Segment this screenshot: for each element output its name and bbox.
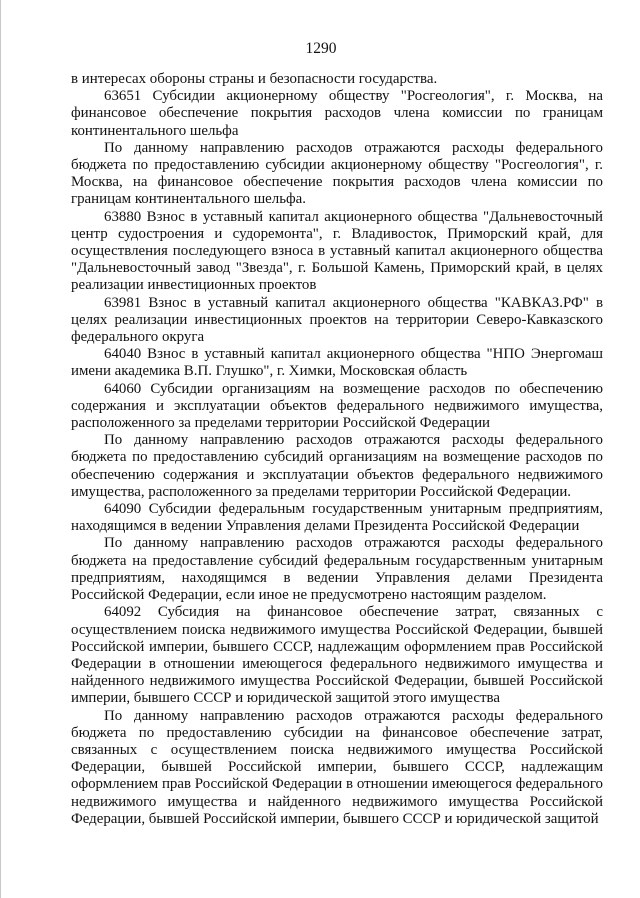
paragraph-64060-heading: 64060 Субсидии организациям на возмещение расходов по обеспечению содержания и эксплуатации объектов федерального недвижимого имущества, расположенного за пределами территории Российской Федерации bbox=[71, 380, 603, 432]
page-number: 1290 bbox=[305, 40, 337, 57]
document-body bbox=[71, 71, 603, 828]
paragraph-64090-description: По данному направлению расходов отражаются расходы федерального бюджета на предоставление субсидий федеральным государственным унитарным предприятиям, находящимся в ведении Управления делами Президента Российской Федерации, если иное не предусмотрено настоящим разделом. bbox=[71, 535, 603, 604]
paragraph-63880-heading: 63880 Взнос в уставный капитал акционерного общества "Дальневосточный центр судостроения и судоремонта", г. Владивосток, Приморский край, для осуществления последующего взноса в уставный капитал акционерного общества "Дальневосточный завод "Звезда", г. Большой Камень, Приморский край, в целях реализации инвестиционных проектов bbox=[71, 208, 603, 294]
paragraph-64092-heading: 64092 Субсидия на финансовое обеспечение затрат, связанных с осуществлением поиска недвижимого имущества Российской Федерации, бывшей Российской империи, бывшего СССР, надлежащим оформлением прав Российской Федерации в отношении имеющегося федерального недвижимого имущества и найденного недвижимого имущества Российской Федерации, бывшей Российской империи, бывшего СССР и юридической защитой этого имущества bbox=[71, 604, 603, 707]
paragraph-64060-description: По данному направлению расходов отражаются расходы федерального бюджета по предоставлению субсидий организациям на возмещение расходов по обеспечению содержания и эксплуатации объектов федерального недвижимого имущества, расположенного за пределами территории Российской Федерации. bbox=[71, 432, 603, 500]
paragraph-continuation: в интересах обороны страны и безопасности государства. bbox=[71, 71, 438, 87]
paragraph-63651-description: По данному направлению расходов отражаются расходы федерального бюджета по предоставлению субсидии акционерному обществу "Росгеология", г. Москва, на финансовое обеспечение покрытия расходов члена комиссии по границам континентального шельфа. bbox=[71, 139, 603, 208]
paragraph-63981-heading: 63981 Взнос в уставный капитал акционерного общества "КАВКАЗ.РФ" в целях реализации инвестиционных проектов на территории Северо-Кавказского федерального округа bbox=[71, 294, 603, 346]
paragraph-64092-description: По данному направлению расходов отражаются расходы федерального бюджета по предоставлению субсидии на финансовое обеспечение затрат, связанных с осуществлением поиска недвижимого имущества Российской Федерации, бывшей Российской империи, бывшего СССР, надлежащим оформлением прав Российской Федерации в отношении имеющегося федерального недвижимого имущества и найденного недвижимого имущества Российской Федерации, бывшей Российской империи, бывшего СССР и юридической защитой bbox=[71, 707, 603, 827]
paragraph-63651-heading: 63651 Субсидии акционерному обществу "Росгеология", г. Москва, на финансовое обеспечение покрытия расходов члена комиссии по границам континентального шельфа bbox=[71, 88, 603, 139]
paragraph-64090-heading: 64090 Субсидии федеральным государственным унитарным предприятиям, находящимся в ведении Управления делами Президента Российской Федерации bbox=[71, 501, 603, 535]
paragraph-64040-heading: 64040 Взнос в уставный капитал акционерного общества "НПО Энергомаш имени академика В.П. Глушко", г. Химки, Московская область bbox=[71, 346, 603, 380]
